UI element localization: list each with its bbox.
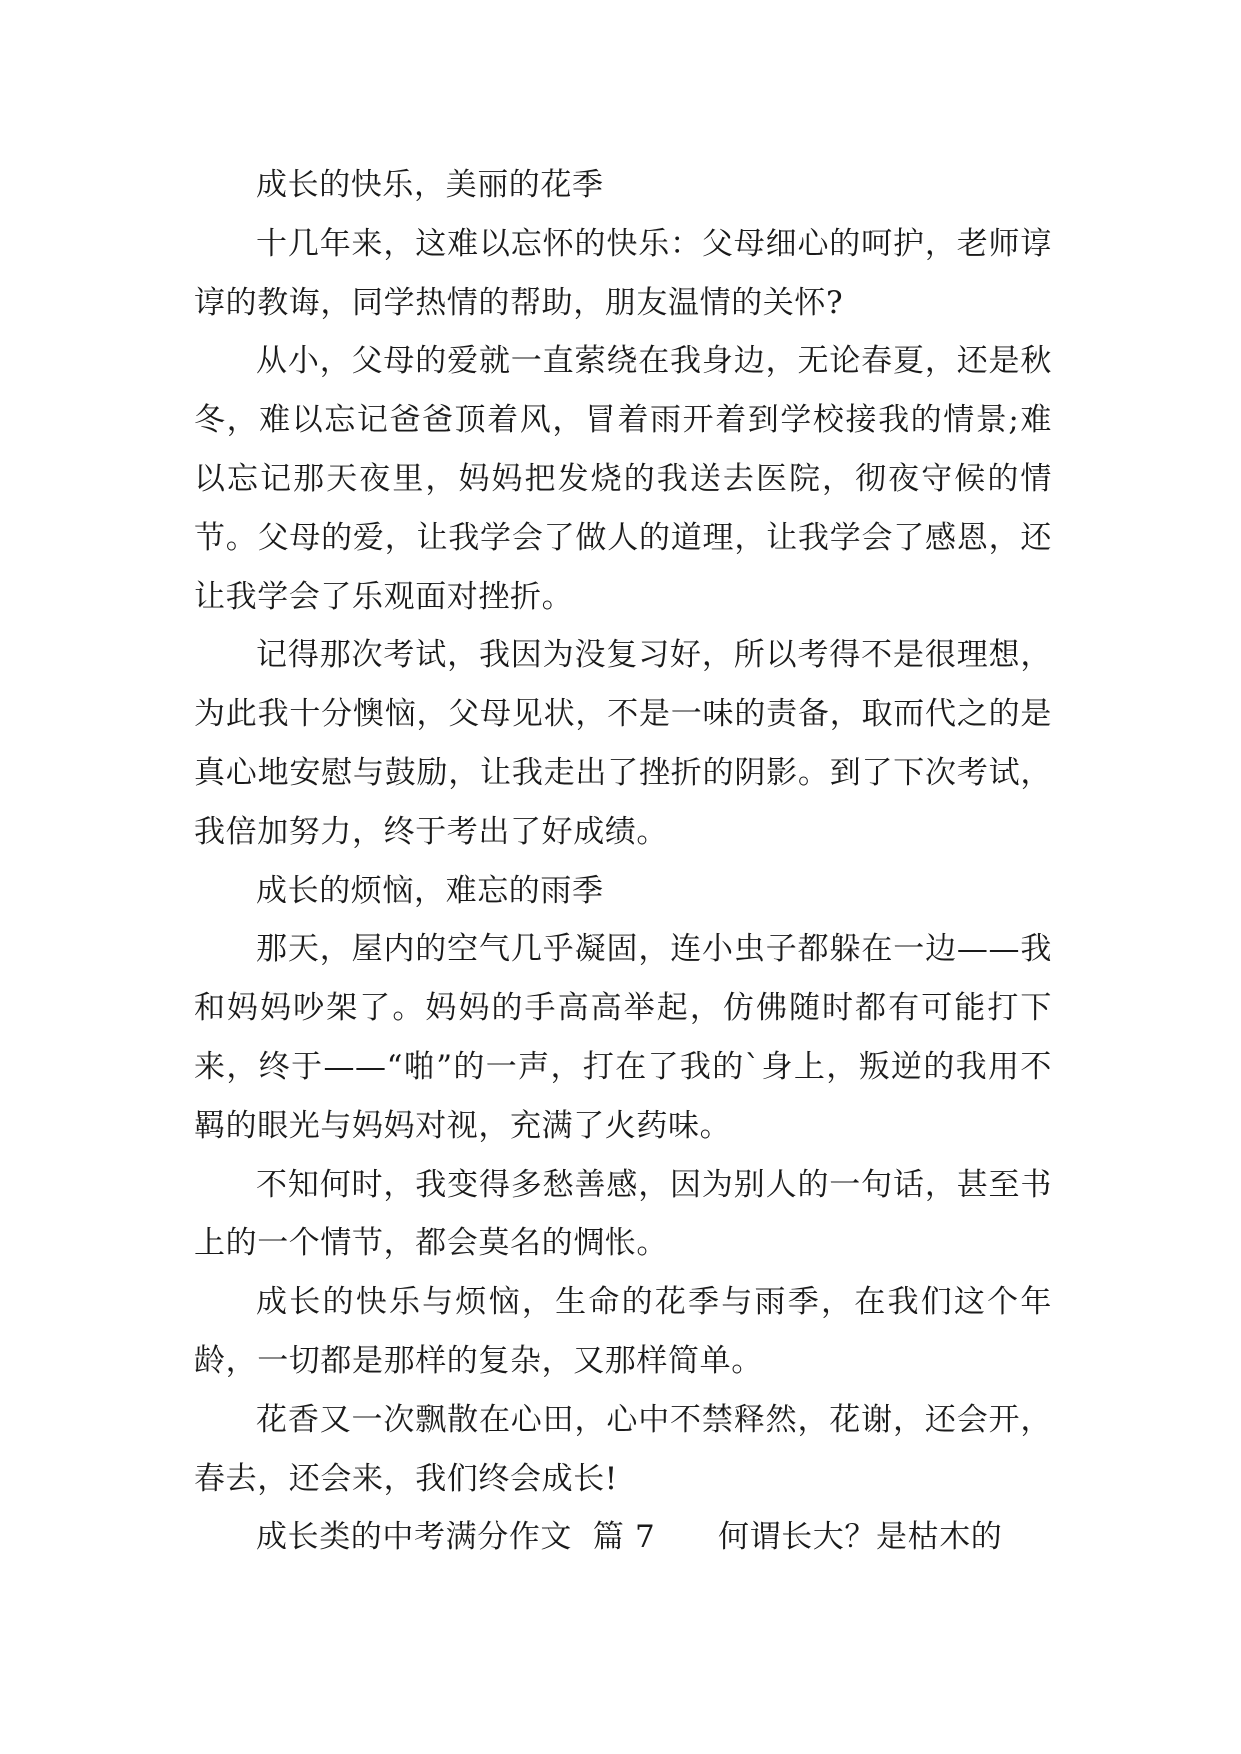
body-paragraph: 不知何时，我变得多愁善感，因为别人的一句话，甚至书上的一个情节，都会莫名的惆怅。 — [194, 1166, 1052, 1262]
body-paragraph: 成长的快乐与烦恼，生命的花季与雨季，在我们这个年龄，一切都是那样的复杂，又那样简单。 — [194, 1284, 1052, 1379]
section-heading: 成长的快乐，美丽的花季 — [256, 167, 604, 203]
body-paragraph: 十几年来，这难以忘怀的快乐：父母细心的呵护，老师谆谆的教诲，同学热情的帮助，朋友温情的关怀? — [194, 225, 1052, 321]
document-body — [194, 156, 1052, 1567]
essay-title-line: 成长类的中考满分作文 篇 7 何谓长大？是枯木的 — [256, 1519, 1003, 1556]
body-paragraph: 花香又一次飘散在心田，心中不禁释然，花谢，还会开，春去，还会来，我们终会成长! — [194, 1401, 1052, 1497]
body-paragraph: 从小，父母的爱就一直萦绕在我身边，无论春夏，还是秋冬，难以忘记爸爸顶着风，冒着雨开着到学校接我的情景;难以忘记那天夜里，妈妈把发烧的我送去医院，彻夜守候的情节。父母的爱，让我学会了做人的道理，让我学会了感恩，还让我学会了乐观面对挫折。 — [194, 343, 1052, 615]
body-paragraph: 那天，屋内的空气几乎凝固，连小虫子都躲在一边——我和妈妈吵架了。妈妈的手高高举起，仿佛随时都有可能打下来，终于——“啪”的一声，打在了我的`身上，叛逆的我用不羁的眼光与妈妈对视，充满了火药味。 — [194, 931, 1052, 1144]
section-heading: 成长的烦恼，难忘的雨季 — [256, 872, 604, 909]
body-paragraph: 记得那次考试，我因为没复习好，所以考得不是很理想，为此我十分懊恼，父母见状，不是一味的责备，取而代之的是真心地安慰与鼓励，让我走出了挫折的阴影。到了下次考试，我倍加努力，终于考出了好成绩。 — [194, 637, 1052, 850]
